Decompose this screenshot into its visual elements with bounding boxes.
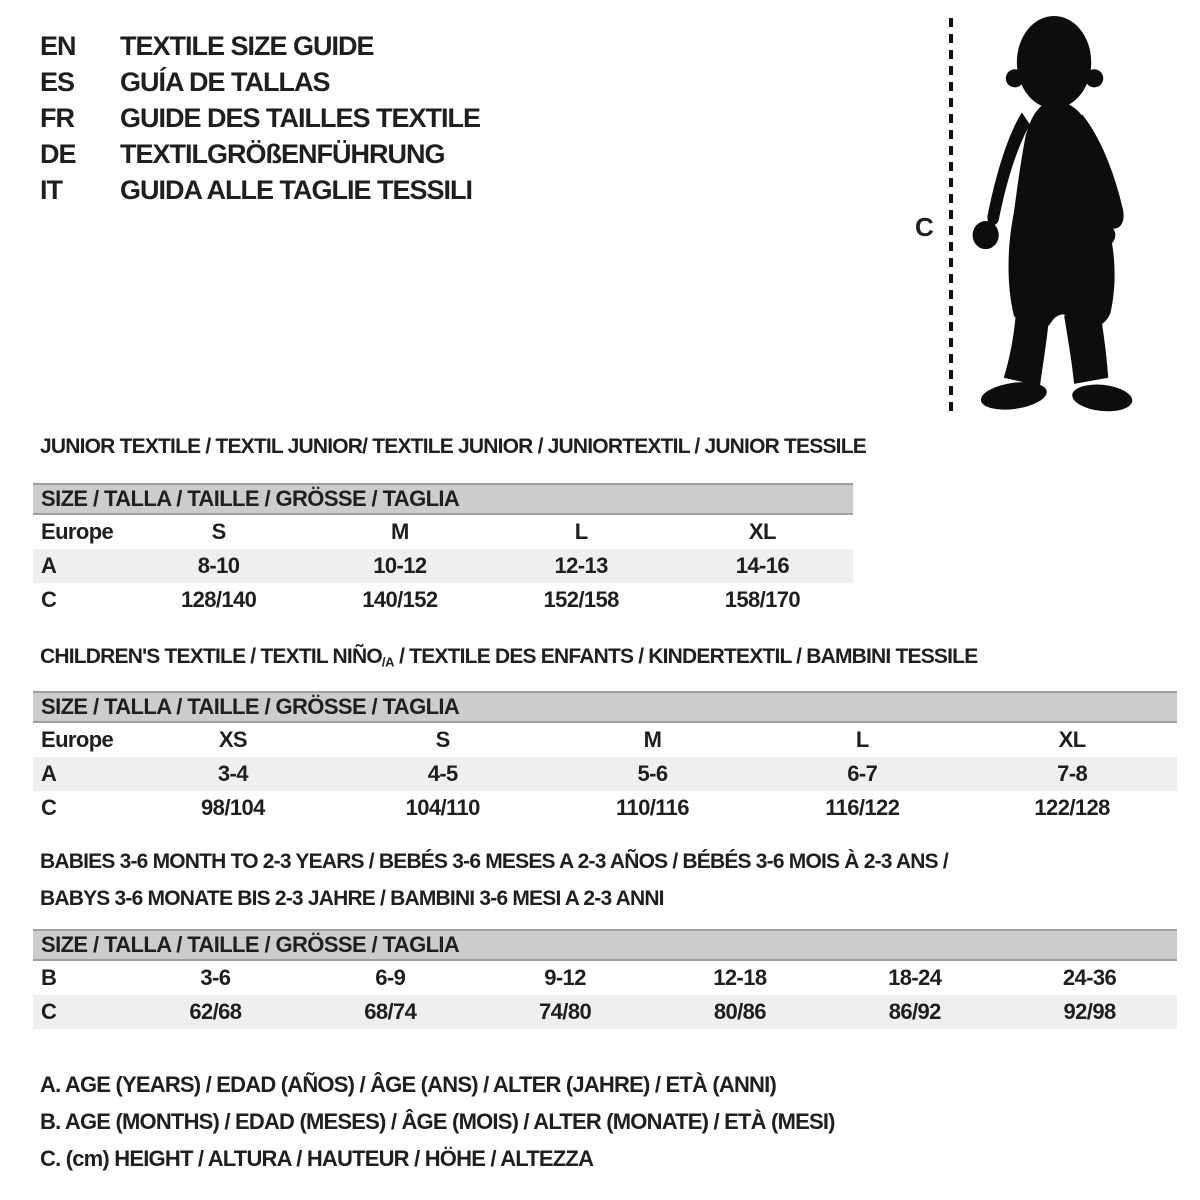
language-row-es [40,64,480,100]
height-dashed-line [949,18,953,416]
size-cell: XL [1058,727,1086,752]
size-cell: 5-6 [637,761,668,786]
children-title-prefix: CHILDREN'S TEXTILE / TEXTIL NIÑO [40,645,382,668]
size-cell: 9-12 [544,965,586,990]
height-figure [905,14,1150,422]
size-cell: 3-4 [217,761,248,786]
guide-title: GUIDA ALLE TAGLIE TESSILI [120,174,472,205]
size-cell: 116/122 [825,795,900,820]
size-cell: 8-10 [197,553,240,578]
legend-notes [40,1066,835,1177]
size-cell: 128/140 [180,587,257,612]
row-label: A [41,761,57,786]
size-cell: XL [748,519,776,544]
language-row-de [40,136,480,172]
size-cell: S [211,519,226,544]
size-header-band: SIZE / TALLA / TAILLE / GRÖSSE / TAGLIA [33,483,853,515]
row-label: C [41,587,57,612]
size-cell: 152/158 [543,587,619,612]
row-label: Europe [41,519,114,544]
row-label: C [41,795,57,820]
language-code: DE [40,138,76,169]
row-label: C [41,999,57,1024]
language-row-it [40,172,480,208]
row-europe [33,723,1177,757]
row-label: B [41,965,57,990]
size-cell: 110/116 [616,795,689,820]
guide-title: TEXTILE SIZE GUIDE [120,30,374,61]
size-cell: 12-18 [713,965,767,990]
row-a [33,757,1177,791]
row-label: Europe [41,727,114,752]
guide-title: GUIDE DES TAILLES TEXTILE [120,102,481,133]
note-a: A. AGE (YEARS) / EDAD (AÑOS) / ÂGE (ANS) / ALTER (JAHRE) / ETÀ (ANNI) [40,1072,776,1097]
language-code: EN [40,30,76,61]
size-cell: 24-36 [1062,965,1117,990]
guide-title: TEXTILGRÖßENFÜHRUNG [120,138,445,169]
junior-section-title: JUNIOR TEXTILE / TEXTIL JUNIOR/ TEXTILE JUNIOR / JUNIORTEXTIL / JUNIOR TESSILE [40,435,866,458]
size-cell: S [435,727,450,752]
size-cell: 104/110 [405,795,480,820]
children-section-title [40,638,977,680]
size-cell: 122/128 [1034,795,1110,820]
size-cell: 18-24 [888,965,942,990]
size-cell: 3-6 [200,965,231,990]
language-code: IT [40,174,62,205]
size-cell: 10-12 [373,553,427,578]
language-code: FR [40,102,74,133]
size-cell: 92/98 [1063,999,1116,1024]
children-title-suffix: / TEXTILE DES ENFANTS / KINDERTEXTIL / BAMBINI TESSILE [394,645,978,668]
row-europe [33,515,853,549]
row-c [33,583,853,617]
row-a [33,549,853,583]
babies-section-title [40,843,948,917]
toddler-silhouette-icon [963,14,1135,416]
row-c [33,791,1177,825]
size-cell: 80/86 [713,999,766,1024]
size-cell: 4-5 [427,761,458,786]
size-cell: M [391,519,409,544]
size-cell: 6-7 [847,761,878,786]
babies-size-table [33,929,1177,1029]
size-cell: 74/80 [539,999,592,1024]
size-cell: 98/104 [201,795,265,820]
note-c: C. (cm) HEIGHT / ALTURA / HAUTEUR / HÖHE / ALTEZZA [40,1146,594,1171]
size-cell: 14-16 [735,553,790,578]
junior-size-table [33,483,853,617]
row-b [33,961,1177,995]
children-title-subscript: /A [381,654,395,670]
size-header-band: SIZE / TALLA / TAILLE / GRÖSSE / TAGLIA [33,691,1177,723]
height-measure-label: C [915,212,934,242]
language-row-fr [40,100,480,136]
size-header-band: SIZE / TALLA / TAILLE / GRÖSSE / TAGLIA [33,929,1177,961]
size-cell: 12-13 [554,553,608,578]
size-cell: L [574,519,588,544]
babies-title-line2: BABYS 3-6 MONATE BIS 2-3 JAHRE / BAMBINI 3-6 MESI A 2-3 ANNI [40,887,664,910]
note-b: B. AGE (MONTHS) / EDAD (MESES) / ÂGE (MOIS) / ALTER (MONATE) / ETÀ (MESI) [40,1109,835,1134]
size-cell: L [855,727,869,752]
size-cell: 158/170 [724,587,801,612]
size-cell: 68/74 [364,999,417,1024]
language-title-block [40,28,480,208]
size-cell: 86/92 [888,999,941,1024]
size-cell: M [643,727,662,752]
size-cell: XS [218,727,247,752]
size-cell: 7-8 [1057,761,1088,786]
size-cell: 6-9 [375,965,406,990]
language-row-en [40,28,480,64]
language-code: ES [40,66,75,97]
size-cell: 140/152 [362,587,438,612]
children-size-table [33,691,1177,825]
row-c [33,995,1177,1029]
row-label: A [41,553,57,578]
babies-title-line1: BABIES 3-6 MONTH TO 2-3 YEARS / BEBÉS 3-6 MESES A 2-3 AÑOS / BÉBÉS 3-6 MOIS À 2-3 ANS / [40,850,948,873]
guide-title: GUÍA DE TALLAS [120,66,330,97]
size-cell: 62/68 [189,999,242,1024]
